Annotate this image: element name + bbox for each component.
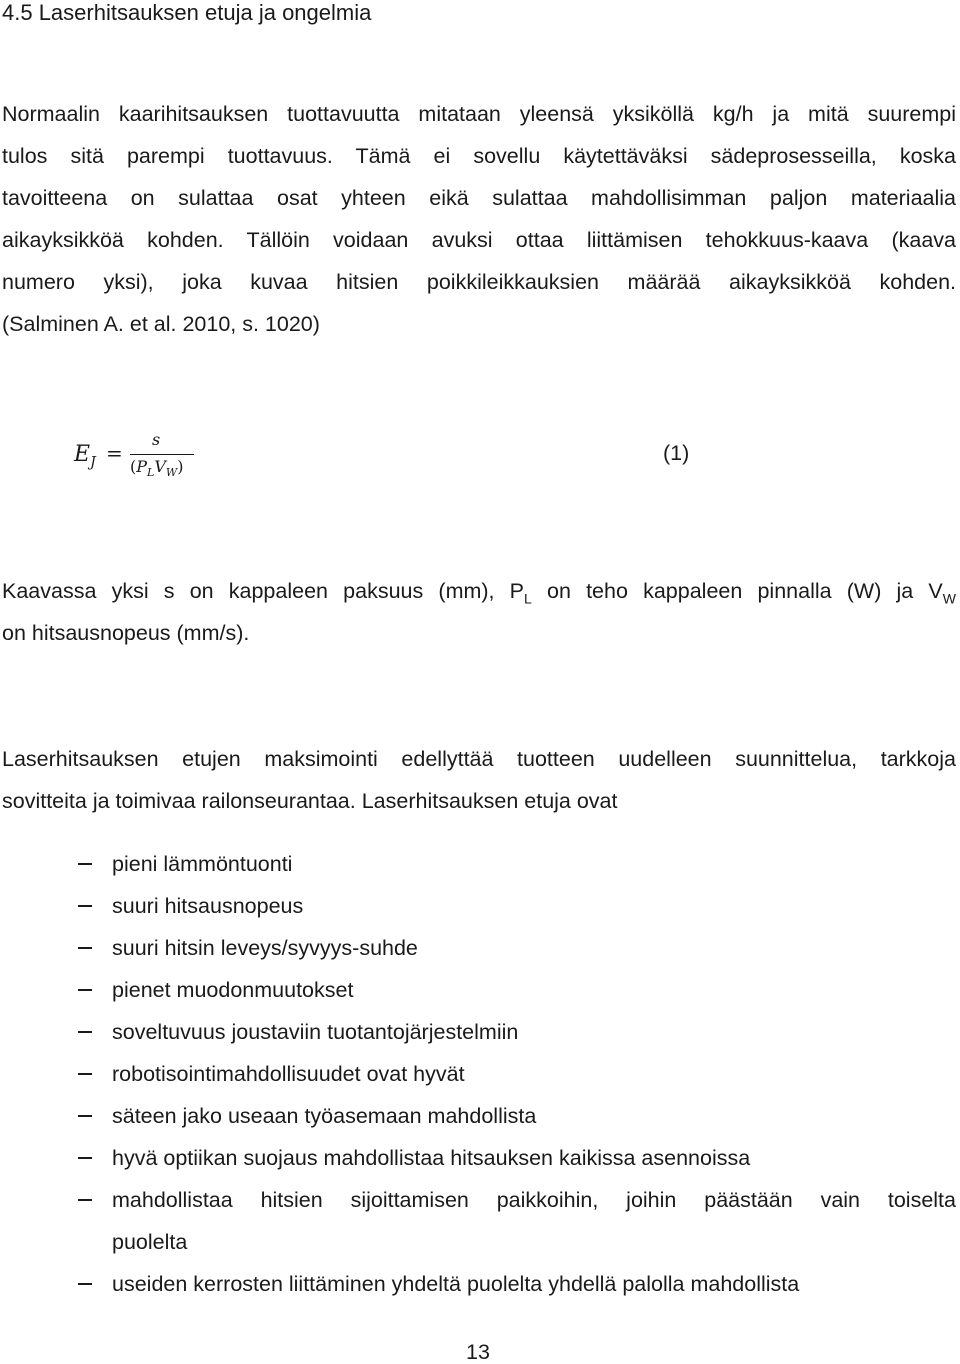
dash-bullet-icon [78, 1073, 92, 1075]
list-item: suuri hitsin leveys/syvyys-suhde [0, 927, 960, 969]
paragraph-line: Laserhitsauksen etujen maksimointi edellyttää tuotteen uudelleen suunnittelua, tarkkoja [2, 747, 956, 771]
advantages-intro [2, 738, 956, 822]
list-item: soveltuvuus joustaviin tuotantojärjestelmiin [0, 1011, 960, 1053]
paragraph-line: (Salminen A. et al. 2010, s. 1020) [2, 312, 320, 336]
formula-denominator: $(P_LV_W)$ [130, 457, 184, 480]
paragraph-line: Kaavassa yksi s on kappaleen paksuus (mm), $P_L$ on teho kappaleen pinnalla (W) ja $V_W$ [2, 579, 956, 607]
advantages-list [0, 843, 960, 1305]
list-item: useiden kerrosten liittäminen yhdeltä puolelta yhdellä palolla mahdollista [0, 1263, 960, 1305]
list-item: pieni lämmöntuonti [0, 843, 960, 885]
list-item: säteen jako useaan työasemaan mahdollista [0, 1095, 960, 1137]
list-item: pienet muodonmuutokset [0, 969, 960, 1011]
list-item: mahdollistaa hitsien sijoittamisen paikkoihin, joihin päästään vain toiselta puolelta [0, 1179, 960, 1263]
paragraph-line: Normaalin kaarihitsauksen tuottavuutta mitataan yleensä yksiköllä kg/h ja mitä suurempi [2, 102, 956, 126]
formula-numerator: s [152, 430, 161, 449]
dash-bullet-icon [78, 1031, 92, 1033]
dash-bullet-icon [78, 905, 92, 907]
formula-lhs: $E_J$ [74, 442, 96, 471]
dash-bullet-icon [78, 947, 92, 949]
dash-bullet-icon [78, 1199, 92, 1201]
dash-bullet-icon [78, 1115, 92, 1117]
paragraph-line: tavoitteena on sulattaa osat yhteen eikä sulattaa mahdollisimman paljon materiaalia [2, 186, 956, 210]
list-item: hyvä optiikan suojaus mahdollistaa hitsauksen kaikissa asennoissa [0, 1137, 960, 1179]
joining-efficiency-formula [74, 428, 274, 488]
paragraph-line: aikayksikköä kohden. Tällöin voidaan avuksi ottaa liittämisen tehokkuus-kaava (kaava [2, 228, 956, 252]
list-item: suuri hitsausnopeus [0, 885, 960, 927]
formula-explanation [2, 570, 956, 654]
paragraph-line: tulos sitä parempi tuottavuus. Tämä ei sovellu käytettäväksi sädeprosesseilla, koska [2, 144, 956, 168]
dash-bullet-icon [78, 1157, 92, 1159]
formula-number: (1) [663, 441, 690, 465]
intro-paragraph [2, 93, 956, 345]
fraction-bar [130, 454, 194, 455]
paragraph-line: on hitsausnopeus (mm/s). [2, 621, 250, 645]
dash-bullet-icon [78, 1283, 92, 1285]
dash-bullet-icon [78, 989, 92, 991]
section-heading: 4.5 Laserhitsauksen etuja ja ongelmia [2, 0, 372, 25]
list-item: robotisointimahdollisuudet ovat hyvät [0, 1053, 960, 1095]
formula-equals: = [106, 441, 123, 465]
paragraph-line: sovitteita ja toimivaa railonseurantaa. Laserhitsauksen etuja ovat [2, 789, 618, 813]
paragraph-line: numero yksi), joka kuvaa hitsien poikkileikkauksien määrää aikayksikköä kohden. [2, 270, 956, 294]
page-number: 13 [466, 1340, 490, 1364]
dash-bullet-icon [78, 863, 92, 865]
